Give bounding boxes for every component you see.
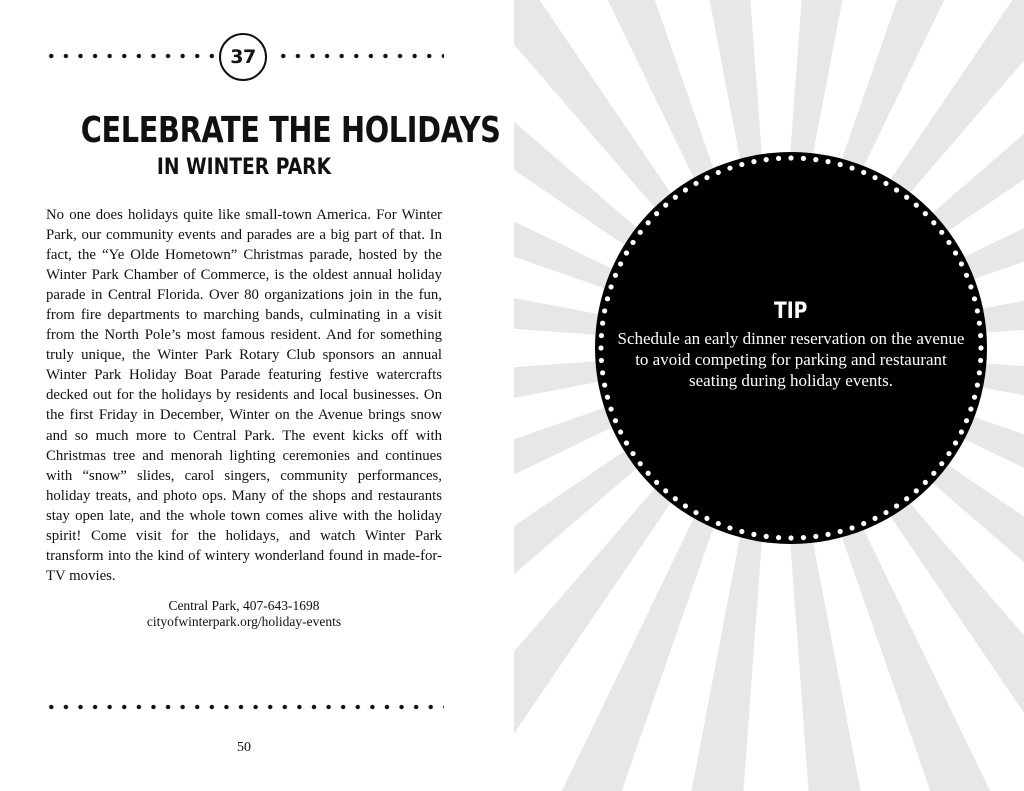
tip-title: TIP	[774, 298, 808, 324]
contact-url: cityofwinterpark.org/holiday-events	[146, 614, 342, 629]
top-dotted-rule-left	[44, 53, 216, 59]
tip-callout	[595, 152, 987, 544]
entry-number: 37	[230, 46, 256, 68]
bottom-dotted-rule	[44, 704, 444, 710]
page-subtitle: IN WINTER PARK	[156, 155, 332, 180]
body-paragraph: No one does holidays quite like small-town America. For Winter Park, our community events and parades are a big part of that. In fact, the “Ye Olde Hometown” Christmas parade, hosted by the Winter Park Chamber of Commerce, is the oldest annual holiday parade in Central Florida. Over 80 organizations join in the fun, from fire departments to marching bands, culminating in a visit from the North Pole’s most famous resident. And for something truly unique, the Winter Park Rotary Club sponsors an annual Winter Park Holiday Boat Parade featuring festive watercrafts decked out for the holidays by residents and local businesses. On the first Friday in December, Winter on the Avenue brings snow and so much more to Central Park. The event kicks off with Christmas tree and menorah lighting ceremonies and continues with “snow” slides, carol singers, community performances, holiday treats, and photo ops. Many of the shops and restaurants stay open late, and the whole town comes alive with the holiday spirit! Come visit for the holidays, and watch Winter Park transform into the kind of wintery wonderland found in made-for-TV movies.	[46, 207, 442, 584]
entry-number-badge	[219, 33, 267, 81]
page-number: 50	[237, 740, 251, 755]
contact-location: Central Park, 407-643-1698	[168, 598, 320, 613]
right-page	[514, 0, 1024, 791]
tip-text: Schedule an early dinner reservation on the avenue to avoid competing for parking and restaurant seating during holiday events.	[617, 328, 965, 390]
page-title: CELEBRATE THE HOLIDAYS	[80, 110, 501, 151]
top-dotted-rule-right	[276, 53, 444, 59]
